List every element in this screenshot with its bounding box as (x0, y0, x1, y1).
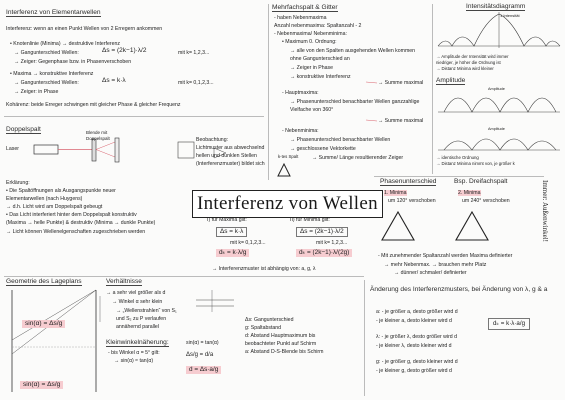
intensity-note: → Distanz Minima wird kleiner (436, 66, 494, 71)
explanation-line: → Licht können Wellenelgenschaften zugeschrieben werden (6, 229, 146, 235)
interference-line: → Gangunterschied Wellen: (14, 50, 79, 56)
legend-line: d: Abstand Hauptmaximum bis (245, 333, 316, 339)
changes-title: Änderung des Interferenzmusters, bei Änderung von λ, g & a (370, 286, 548, 293)
intensity-note: → identische Ordnung (436, 155, 479, 160)
legend-line: Δs: Gangunterschied (245, 317, 294, 323)
multislit-line: • Maximum 0. Ordnung: (282, 39, 337, 45)
intensity-note: → Amplitude der Intensität wird immer (436, 54, 509, 59)
formula-max-gang: Δs = k·λ (102, 77, 126, 84)
condition-line: → Winkel α sehr klein (112, 299, 163, 305)
max-d: dₖ = k·λ/g (216, 249, 249, 257)
max-formula: Δs = k·λ (216, 227, 247, 237)
legend-line: beobachteter Punkt auf Schirm (245, 341, 317, 347)
formula-min-gang: Δs = (2k−1)·λ/2 (102, 47, 147, 54)
intensity-axis-label: 1 Intensität (500, 13, 520, 18)
section-title-elementarwellen: Interferenz von Elementarwellen (6, 9, 101, 16)
multislit-line: - Hauptmaxima: (282, 90, 319, 96)
phase-note: → dünner/ schmaler/ definierter (394, 270, 467, 276)
phase-example-title: Bsp. Dreifachspalt (454, 178, 508, 185)
explanation-line: • Das Licht interferiert hinter dem Doppelspalt konstruktiv (6, 212, 137, 218)
interference-line: • Knotenlinie (Minima) → destruktive Interferenz (10, 41, 120, 47)
min-k: mit k= 1,2,3... (316, 240, 348, 246)
observation-line: (Interferenzmuster) bildet sich (196, 161, 265, 167)
small-angle-eq-result: d = Δs·a/g (186, 366, 221, 374)
condition-line: → „Wellenstrahlen“ von S₁ (116, 308, 177, 314)
change-line: - je kleiner λ, desto kleiner wird d (376, 343, 452, 349)
main-title: Interferenz von Wellen (192, 190, 383, 218)
section-title-doppelspalt: Doppelspalt (6, 126, 41, 133)
divider (364, 280, 365, 396)
explanation-line: Erklärung: (6, 180, 30, 186)
observation-line: Beobachtung: (196, 137, 229, 143)
change-line: - je kleiner a, desto kleiner wird d (376, 318, 452, 324)
explanation-line: • Die Spaltöffnungen als Ausgangspunkte neuer (6, 188, 116, 194)
laser-label: Laser (6, 146, 19, 152)
phase-item: 2. Minima (458, 190, 481, 196)
phase-item-desc: um 120° verschoben (388, 198, 436, 204)
amplitude-label: Amplitude (488, 127, 505, 131)
cond-min: mit k= 1,2,3... (178, 50, 210, 56)
observation-line: Lichtmuster aus abwechselnd (196, 145, 265, 151)
phase-item-desc: um 240° verschoben (462, 198, 510, 204)
edge-label: k-tes Spalt (278, 154, 299, 159)
interference-line: • Maxima → konstruktive Interferenz (10, 71, 94, 77)
legend-line: g: Spaltabstand (245, 325, 282, 331)
amplitude-title: Amplitude (436, 77, 466, 84)
phase-note: → mehr Nebenmax. → brauchen mehr Platz (384, 262, 487, 268)
interference-line: → Zeiger: Gegenphase bzw. in Phasenverschoben (14, 59, 132, 65)
change-line: g: - je größer g, desto kleiner wird d (376, 359, 458, 365)
change-line: - je kleiner g, desto größer wird d (376, 368, 452, 374)
intensity-note: → Distanz Minima nimmt von, je größer k (436, 161, 515, 166)
multislit-line: → alle von den Spalten ausgehenden Wellen kommen (290, 48, 416, 54)
multislit-line: → Summe/ Länge resultierender Zeiger (312, 155, 404, 161)
multislit-line: → Phasenunterschied benachbarter Wellen (290, 137, 391, 143)
multislit-sum: → Summe maximal (378, 118, 424, 124)
multislit-line: - Nebenminima: (282, 128, 319, 134)
slit-label: Blende mit Doppelspalt (86, 130, 110, 141)
max-k: mit k= 0,1,2,3... (230, 240, 266, 246)
geometry-formula-2: sin(α) = Δs/g (20, 381, 63, 389)
observation-line: hellen und dunklen Stellen (196, 153, 257, 159)
amplitude-label: Amplitude (488, 87, 505, 91)
min-d: dₖ = (2k−1)·λ/(2g) (296, 249, 352, 257)
explanation-line: Elementarwellen (nach Huygens) (6, 196, 83, 202)
multislit-sum: → Summe maximal (378, 80, 424, 86)
phase-title: Phasenunterschied (380, 178, 437, 185)
geometry-formula: sin(α) = Δs/g (22, 320, 65, 328)
multislit-line: - haben Nebenmaxima (274, 15, 327, 21)
intensity-note: niedriger, je höher die Ordnung ist (436, 60, 501, 65)
multislit-line: Anzahl nebenmaxima: Spaltanzahl - 2 (274, 23, 362, 29)
explanation-line: → d.h. Licht wird am Doppelspalt gebeugt (6, 204, 103, 210)
cond-max: mit k= 0,1,2,3... (178, 80, 214, 86)
small-angle-line: → sin(α) ≈ tan(α) (114, 358, 154, 364)
max-title: I) für Maxima gilt: (207, 217, 247, 223)
phase-side-note: Immer: Außenwinkel! (541, 180, 549, 243)
condition-line: → a sehr viel größer als d (106, 290, 166, 296)
phase-note: - Mit zunehmender Spaltanzahl werden Maxima definierter (378, 253, 513, 259)
section-title-intensity: Intensitätsdiagramm (466, 3, 526, 10)
interference-line: Interferenz: wenn an einen Punkt Wellen von 2 Erregern ankommen (6, 26, 163, 32)
section-title-conditions: Verhältnisse (106, 278, 142, 285)
small-angle-eq: Δs/g = d/a (186, 352, 214, 358)
legend-line: a: Abstand D-S-Blende bis Schirm (245, 349, 324, 355)
interference-line: Kohärenz: beide Erreger schwingen mit gleicher Phase & gleicher Frequenz (6, 102, 181, 108)
min-formula: Δs = (2k−1)·λ/2 (296, 227, 348, 237)
explanation-line: (Maxima → helle Punkte) & destruktiv (Minima → dunkle Punkte) (6, 220, 156, 226)
change-line: a: - je größer a, desto größer wird d (376, 309, 458, 315)
multislit-line: → Zeiger in Phase (290, 65, 333, 71)
changes-formula: dₖ = k·λ·a/g (488, 318, 530, 330)
pattern-note: → Interferenzmuster ist abhängig von: a, g, λ (212, 266, 316, 272)
section-title-geometry: Geometrie des Lageplans (6, 278, 82, 285)
multislit-line: → konstruktive Interferenz (290, 74, 351, 80)
small-angle-title: Kleinwinkelnäherung: (106, 339, 169, 346)
multislit-line: → Phasenunterschied benachbarter Wellen ganzzahlige (290, 99, 420, 105)
interference-line: → Gangunterschied Wellen: (14, 80, 79, 86)
multislit-line: → geschlossene Vektorkette (290, 146, 356, 152)
min-title: II) für Minima gilt: (290, 217, 330, 223)
change-line: λ: - je größer λ, desto größer wird d (376, 334, 458, 340)
condition-line: annähernd parallel (116, 324, 159, 330)
section-title-mehrfachspalt: Mehrfachspalt & Gitter (272, 4, 338, 11)
phase-item: 1. Minima (384, 190, 407, 196)
multislit-line: - Nebenmaxima/ Nebenminima: (274, 31, 347, 37)
multislit-line: Vielfache von 360° (290, 107, 334, 113)
small-angle-eq: sin(α) = tan(α) (186, 340, 219, 346)
multislit-line: ohne Gangunterschied an (290, 56, 350, 62)
condition-line: und S₂ zu P verlaufen (116, 316, 167, 322)
small-angle-line: - bis Winkel α = 5° gilt: (108, 350, 160, 356)
interference-line: → Zeiger: in Phase (14, 89, 59, 95)
